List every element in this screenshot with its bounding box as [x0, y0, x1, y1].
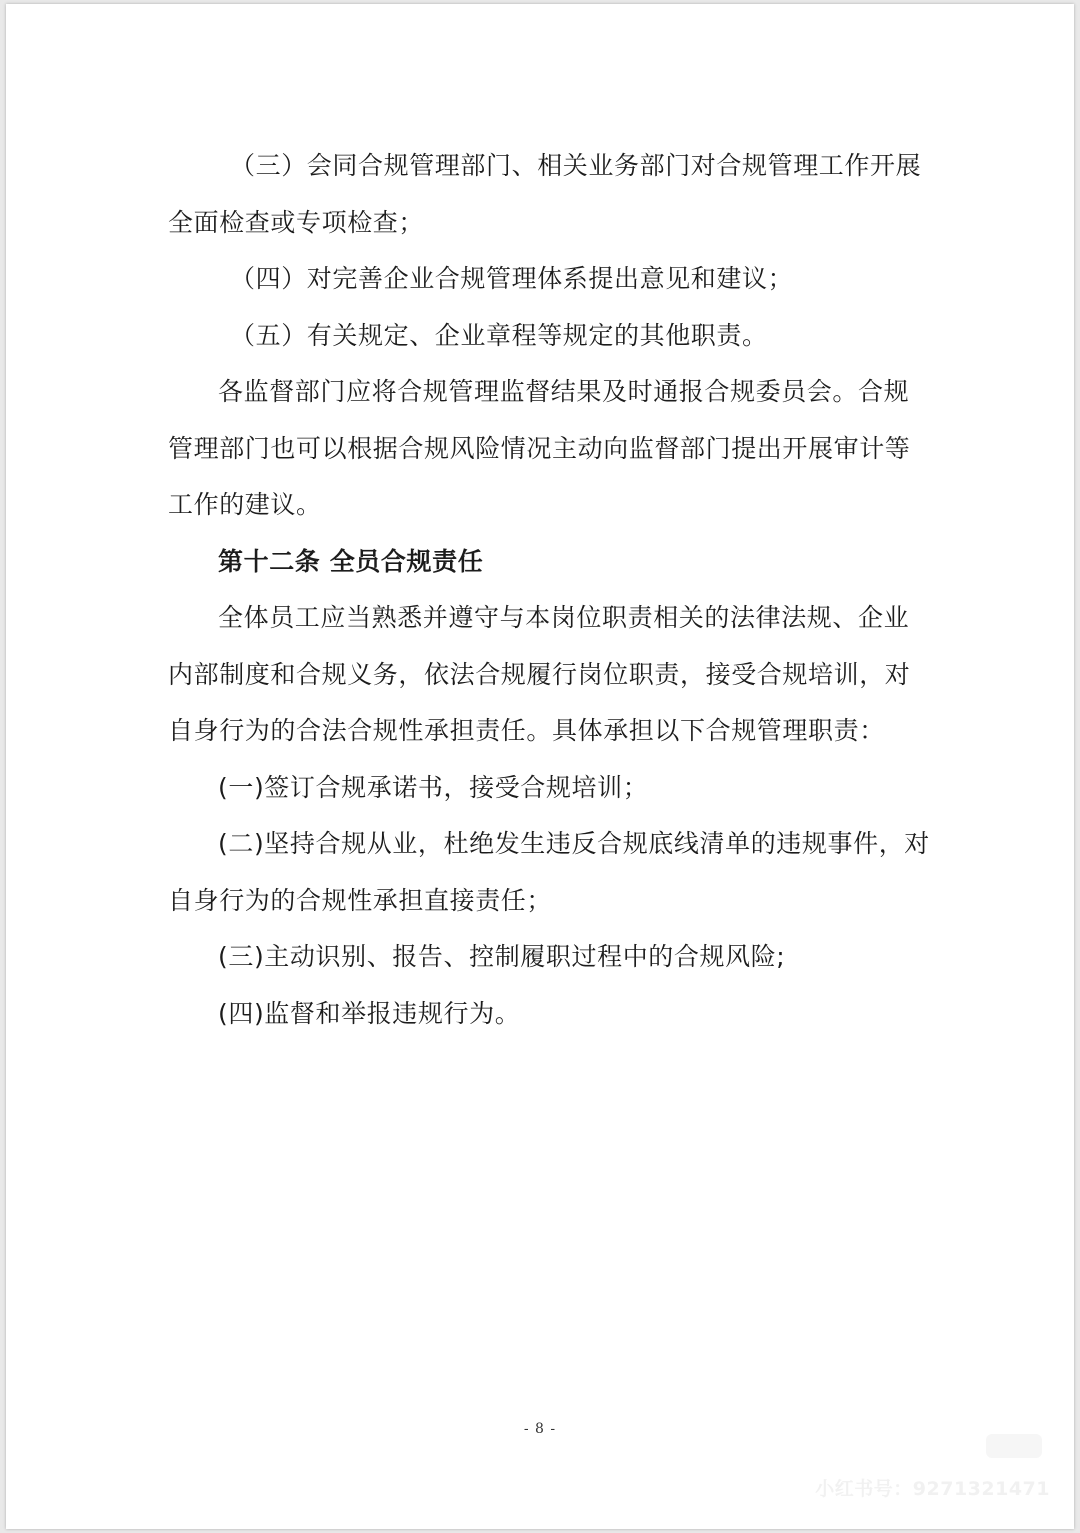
paragraph-line: （三）会同合规管理部门、相关业务部门对合规管理工作开展 — [230, 151, 922, 180]
article-heading: 第十二条 全员合规责任 — [218, 547, 484, 576]
paragraph-line: （四）对完善企业合规管理体系提出意见和建议； — [230, 264, 794, 293]
paragraph-line: 全面检查或专项检查； — [168, 208, 425, 237]
list-item-line: (一)签订合规承诺书，接受合规培训； — [218, 773, 649, 802]
paragraph-line: 各监督部门应将合规管理监督结果及时通报合规委员会。合规 — [218, 377, 910, 406]
list-item-line: (三)主动识别、报告、控制履职过程中的合规风险; — [218, 942, 786, 971]
paragraph-line: 全体员工应当熟悉并遵守与本岗位职责相关的法律法规、企业 — [218, 603, 910, 632]
paragraph-line: 管理部门也可以根据合规风险情况主动向监督部门提出开展审计等 — [168, 434, 911, 463]
paragraph-line: 工作的建议。 — [168, 490, 322, 519]
paragraph-line: 内部制度和合规义务，依法合规履行岗位职责，接受合规培训，对 — [168, 660, 911, 689]
list-item-line: (二)坚持合规从业，杜绝发生违反合规底线清单的违规事件，对 — [218, 829, 930, 858]
watermark-logo-icon — [986, 1434, 1042, 1458]
watermark-text: 小红书号：9271321471 — [815, 1478, 1050, 1500]
list-item-line: 自身行为的合规性承担直接责任； — [168, 886, 553, 915]
document-page — [6, 4, 1074, 1529]
list-item-line: (四)监督和举报违规行为。 — [218, 999, 521, 1028]
paragraph-line: 自身行为的合法合规性承担责任。具体承担以下合规管理职责： — [168, 716, 885, 745]
paragraph-line: （五）有关规定、企业章程等规定的其他职责。 — [230, 321, 768, 350]
page-number: - 8 - — [523, 1421, 557, 1437]
